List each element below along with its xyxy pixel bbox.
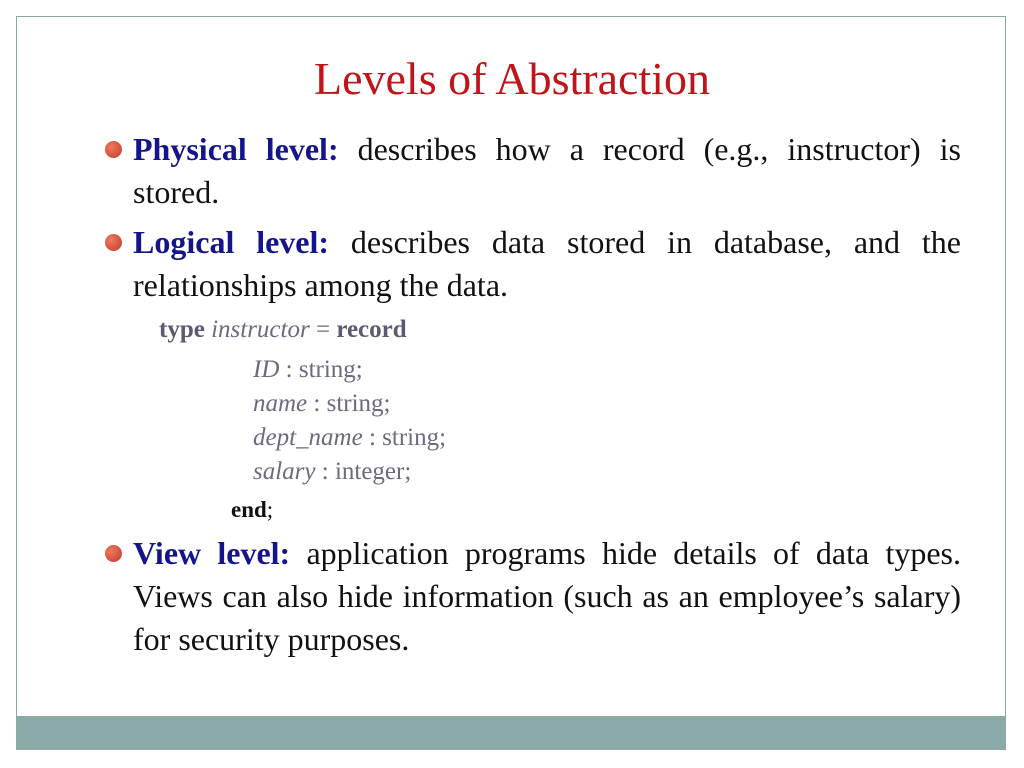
code-field-line	[253, 353, 363, 387]
code-field-line	[253, 455, 411, 489]
footer-bar	[16, 716, 1006, 750]
code-keyword: record	[336, 316, 407, 343]
bullet-text: describes how a record (e.g., instructor) is stored.	[133, 131, 962, 210]
code-type-name: instructor	[211, 316, 310, 343]
code-field-type: : string;	[307, 390, 391, 417]
code-field-type: : string;	[362, 424, 447, 451]
bullet-dot-icon	[105, 545, 122, 562]
code-keyword: type	[159, 316, 205, 343]
code-field-line	[253, 421, 446, 455]
code-end-line	[231, 493, 273, 527]
code-end-semicolon: ;	[266, 497, 274, 522]
code-field-type: : integer;	[315, 458, 412, 485]
slide-title: Levels of Abstraction	[313, 53, 710, 104]
bullet-text: describes data stored in database, and the relationships among the data.	[133, 224, 962, 303]
code-equals: =	[309, 316, 337, 343]
bullet-view-level	[133, 532, 961, 661]
code-field-name: salary	[253, 458, 316, 485]
bullet-physical-level	[133, 128, 961, 214]
code-field-name: name	[253, 390, 308, 417]
bullet-dot-icon	[105, 234, 122, 251]
code-end-keyword: end	[231, 497, 267, 522]
code-field-line	[253, 387, 391, 421]
bullet-text: application programs hide details of data types. Views can also hide information (such as an employee’s salary) for security purposes.	[133, 535, 961, 657]
bullet-dot-icon	[105, 141, 122, 158]
code-field-name: ID	[253, 356, 280, 383]
bullet-logical-level	[133, 221, 961, 307]
code-field-type: : string;	[279, 356, 363, 383]
code-field-name: dept_name	[253, 424, 363, 451]
bullet-term: Physical level:	[133, 131, 339, 167]
bullet-term: Logical level:	[133, 224, 330, 260]
bullet-term: View level:	[133, 535, 291, 571]
code-type-line	[159, 313, 407, 347]
